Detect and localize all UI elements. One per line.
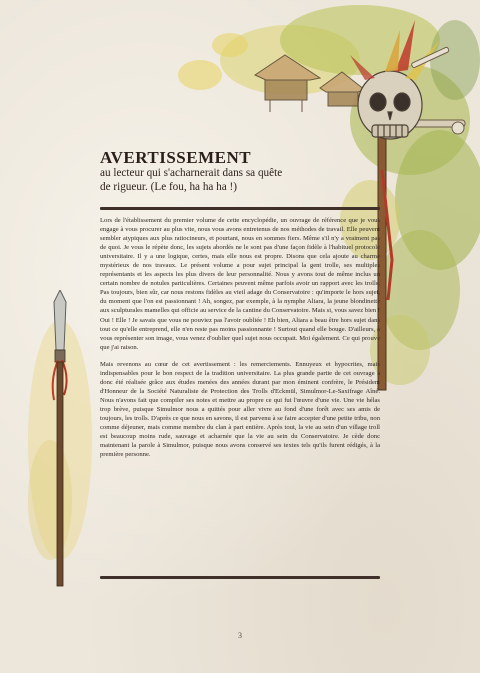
body-text [100, 216, 380, 467]
page-subtitle-line-1: au lecteur qui s'acharnerait dans sa quête [100, 167, 283, 179]
paragraph-1: Lors de l'établissement du premier volume de cette encyclopédie, un ouvrage de référence que je vous engage à vous procurer au plus vite, nous vous avons entretenus de nos méthodes de travail. Elle peuvent sembler atypiques aux plus ratiocineurs, et pourtant, nous en sommes fiers. Même s'il n'y a vraiment pas de quoi. Je vous le répète donc, les sujets abordés ne le sont pas d'une façon fidèle à l'habituel protocole universitaire. Il y a une logique, certes, mais elle nous est propre. Disons que cela ajoute au charme mystérieux de nos travaux. Le présent volume a pour sujet principal la gent trolle, ses multiples représentants et les aspects les plus divers de leur personnalité. Nous y avons tout de même inclus un certain nombre de notules particulières. Certaines peuvent même parfois avoir un rapport avec les trolls. Pas toujours, bien sûr, car nous restons fidèles au vieil adage du Conservatoire : qu'importe le hors sujet, du moment que l'on est passionnant ! Ah, songez, par exemple, à la nymphe Aliara, la jeune blondinette aux sculpturales mamelles qui officie au service de la cantine du Conservatoire. Mais si, vous savez bien ! Oui ! Elle ! Je savais que vous ne pouviez pas l'avoir oubliée ! Eh bien, Aliara a beau être hors sujet dans tout ce qu'elle entreprend, elle n'en reste pas moins passionnante ! Surtout quand elle bouge. D'ailleurs, à vous représenter son image, vous venez d'oublier quel sujet nous occupait. Moi également. Ce qui prouve que j'ai raison. [100, 217, 380, 351]
top-divider [100, 207, 380, 210]
heading-block [100, 149, 330, 194]
bottom-divider [100, 576, 380, 579]
page-subtitle-line-2: de rigueur. (Le fou, ha ha ha !) [100, 181, 237, 193]
spear-illustration [20, 290, 100, 590]
page-number: 3 [238, 631, 242, 640]
paragraph-2: Mais revenons au cœur de cet avertissement : les remerciements. Ennuyeux et hypocrites, mais indispensables pour le bon respect de la tradition universitaire. La plus grande partie de cet ouvrage a donc été réalisée grâce aux études menées des années durant par mon éminent confrère, le Président d'Honneur de la Société Naturaliste de Protection des Trolls d'Eckmül, Simulmor-Le-Saxifrage Aîné. Nous n'avons fait que compiler ses notes et mettre au propre ce qui fut l'œuvre d'une vie. Une vie hélas trop brève, puisque Simulmor nous a quittés pour aller vivre au fond d'une forêt avec ses amis de toujours, les trolls. D'après ce que nous en savons, il est parvenu à se faire accepter d'une petite tribu, non comme déjeuner, mais comme membre du clan à part entière. Après tout, la vie au sein d'un village troll est beaucoup moins rude, sauvage et acharnée que la vie au sein du Conservatoire. Je cède donc maintenant la parole à Simulmor, puisque nous avons conservé ses textes tels qu'ils furent rédigés, à la première personne. [100, 360, 380, 459]
page-title: AVERTISSEMENT [100, 148, 252, 167]
